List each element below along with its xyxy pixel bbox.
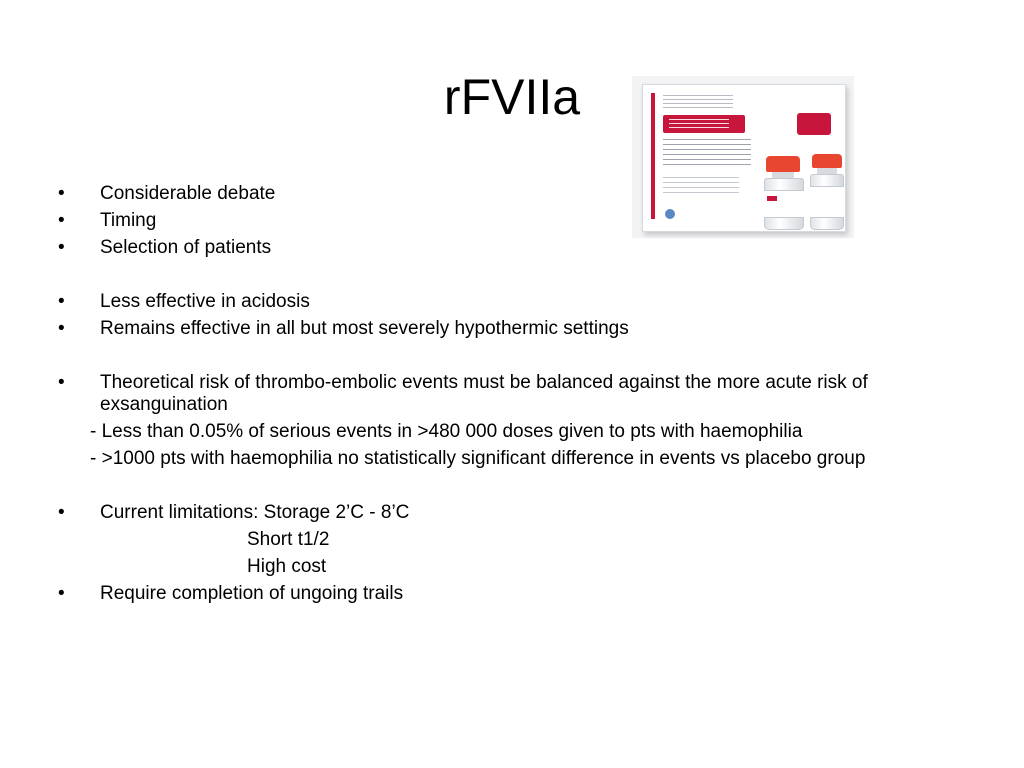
bullet-item [58,234,978,261]
continuation-line [58,526,978,553]
bullet-icon: • [58,583,65,604]
slide-title: rFVIIa [443,69,581,125]
sub-item [58,445,978,472]
continuation-text: Short t1/2 [247,529,330,550]
bullet-text: Current limitations: Storage 2’C - 8’C [100,502,410,523]
bullet-item [58,499,978,526]
bullet-text: Theoretical risk of thrombo-embolic events must be balanced against the more acute risk of exsanguination [100,372,868,415]
slide-body [58,180,978,607]
bullet-text: Considerable debate [100,183,276,204]
bullet-text: Remains effective in all but most severely hypothermic settings [100,318,629,339]
bullet-item [58,288,978,315]
bullet-item [58,315,978,342]
bullet-item [58,207,978,234]
bullet-icon: • [58,237,65,258]
bullet-item [58,369,978,418]
bullet-icon: • [58,183,65,204]
continuation-text: High cost [247,556,327,577]
bullet-icon: • [58,372,65,393]
spacer [58,342,978,369]
bullet-item [58,180,978,207]
continuation-line [58,553,978,580]
box-brand-label-text [669,119,729,129]
bullet-text: Less effective in acidosis [100,291,310,312]
sub-item-text: - >1000 pts with haemophilia no statistically significant difference in events vs placebo group [90,448,866,469]
box-brand-label [663,115,745,133]
spacer [58,472,978,499]
bullet-icon: • [58,210,65,231]
bullet-text: Timing [100,210,157,231]
bullet-item [58,580,978,607]
box-header-text [663,95,733,109]
bullet-text: Require completion of ungoing trails [100,583,404,604]
dose-badge [797,113,831,135]
bullet-text: Selection of patients [100,237,272,258]
sub-item-text: - Less than 0.05% of serious events in >480 000 doses given to pts with haemophilia [90,421,803,442]
bullet-icon: • [58,291,65,312]
bullet-icon: • [58,502,65,523]
bullet-icon: • [58,318,65,339]
sub-item [58,418,978,445]
spacer [58,261,978,288]
box-description-text [663,139,751,169]
